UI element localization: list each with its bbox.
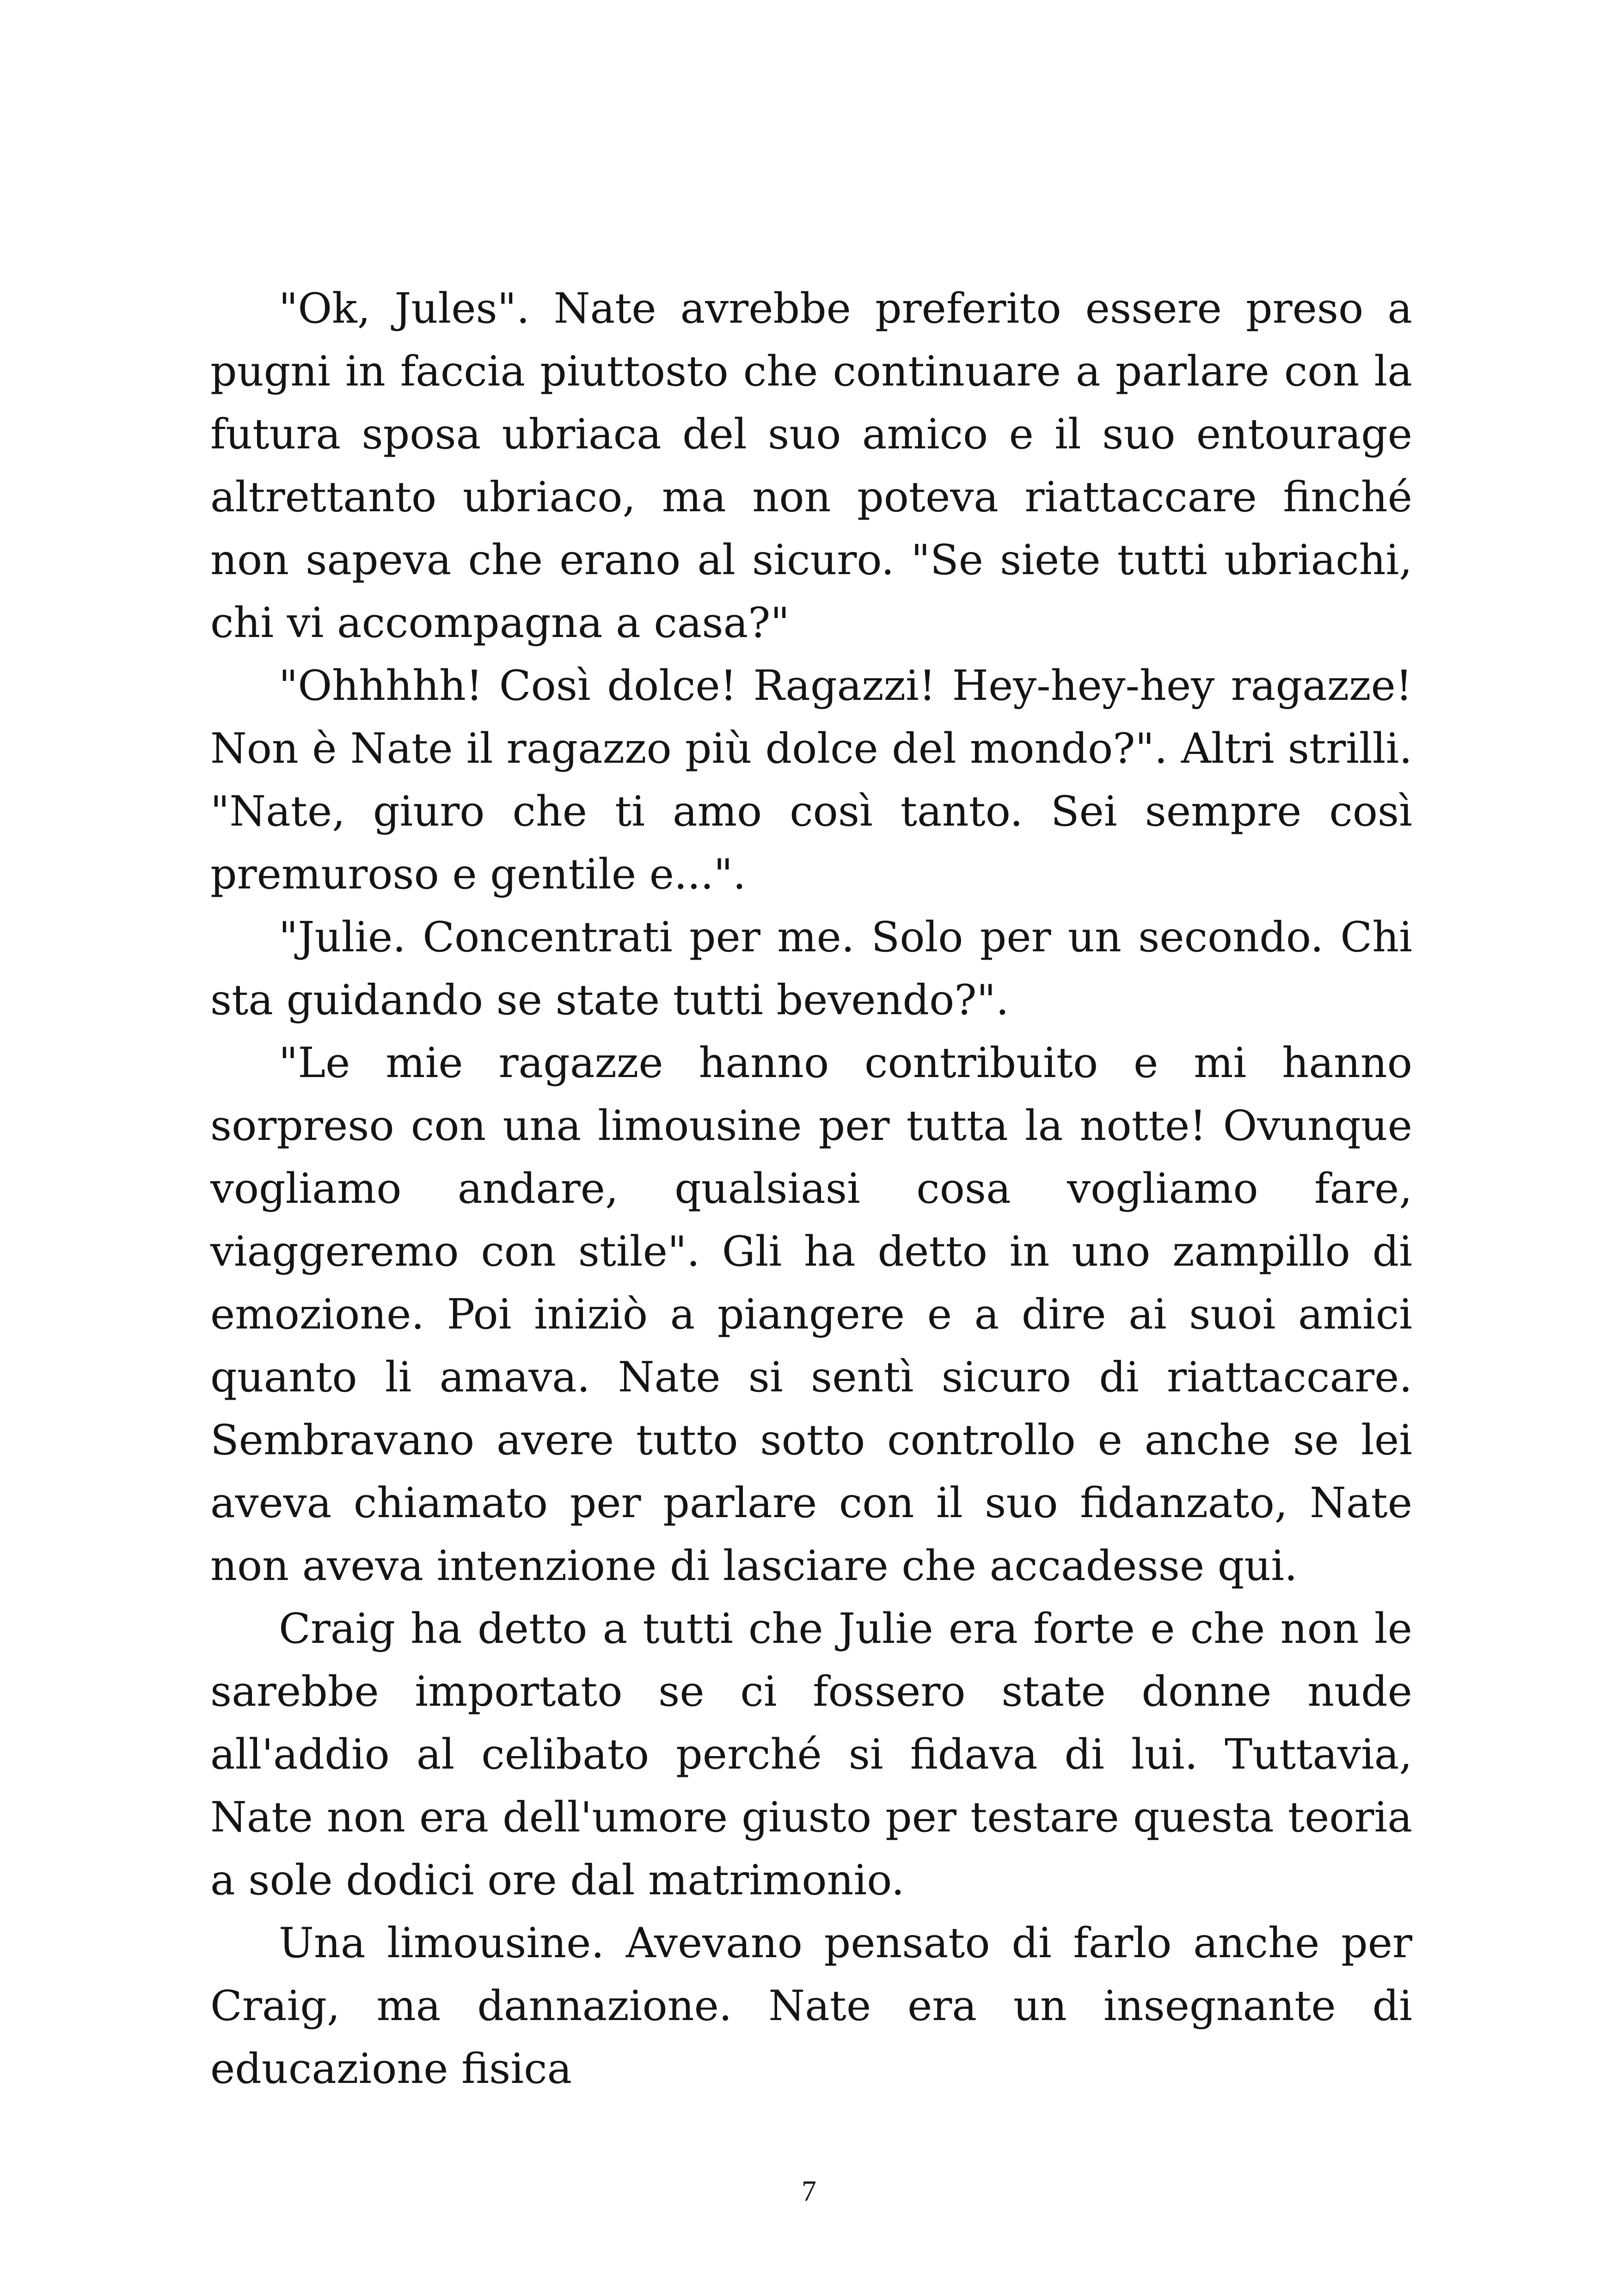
paragraph-4: "Le mie ragazze hanno contribuito e mi hanno sorpreso con una limousine per tutta la notte! Ovunque vogliamo andare, qualsiasi cosa vogliamo fare, viaggeremo con stile". Gli ha detto in uno zampillo di emozione. Poi iniziò a piangere e a dire ai suoi amici quanto li amava. Nate si sentì sicuro di riattaccare. Sembravano avere tutto sotto controllo e anche se lei aveva chiamato per parlare con il suo fidanzato, Nate non aveva intenzione di lasciare che accadesse qui. — [210, 1039, 1412, 1590]
body-text — [210, 277, 1412, 2100]
paragraph-1: "Ok, Jules". Nate avrebbe preferito essere preso a pugni in faccia piuttosto che continuare a parlare con la futura sposa ubriaca del suo amico e il suo entourage altrettanto ubriaco, ma non poteva riattaccare finché non sapeva che erano al sicuro. "Se siete tutti ubriachi, chi vi accompagna a casa?" — [210, 284, 1412, 647]
paragraph-5: Craig ha detto a tutti che Julie era forte e che non le sarebbe importato se ci fossero state donne nude all'addio al celibato perché si fidava di lui. Tuttavia, Nate non era dell'umore giusto per testare questa teoria a sole dodici ore dal matrimonio. — [210, 1604, 1412, 1904]
paragraph-3: "Julie. Concentrati per me. Solo per un secondo. Chi sta guidando se state tutti bevendo?". — [210, 913, 1412, 1024]
page-number: 7 — [802, 2174, 816, 2207]
paragraph-6: Una limousine. Avevano pensato di farlo anche per Craig, ma dannazione. Nate era un insegnante di educazione fisica — [210, 1919, 1412, 2093]
paragraph-2: "Ohhhhh! Così dolce! Ragazzi! Hey-hey-hey ragazze! Non è Nate il ragazzo più dolce del mondo?". Altri strilli. "Nate, giuro che ti amo così tanto. Sei sempre così premuroso e gentile e...". — [210, 661, 1412, 899]
